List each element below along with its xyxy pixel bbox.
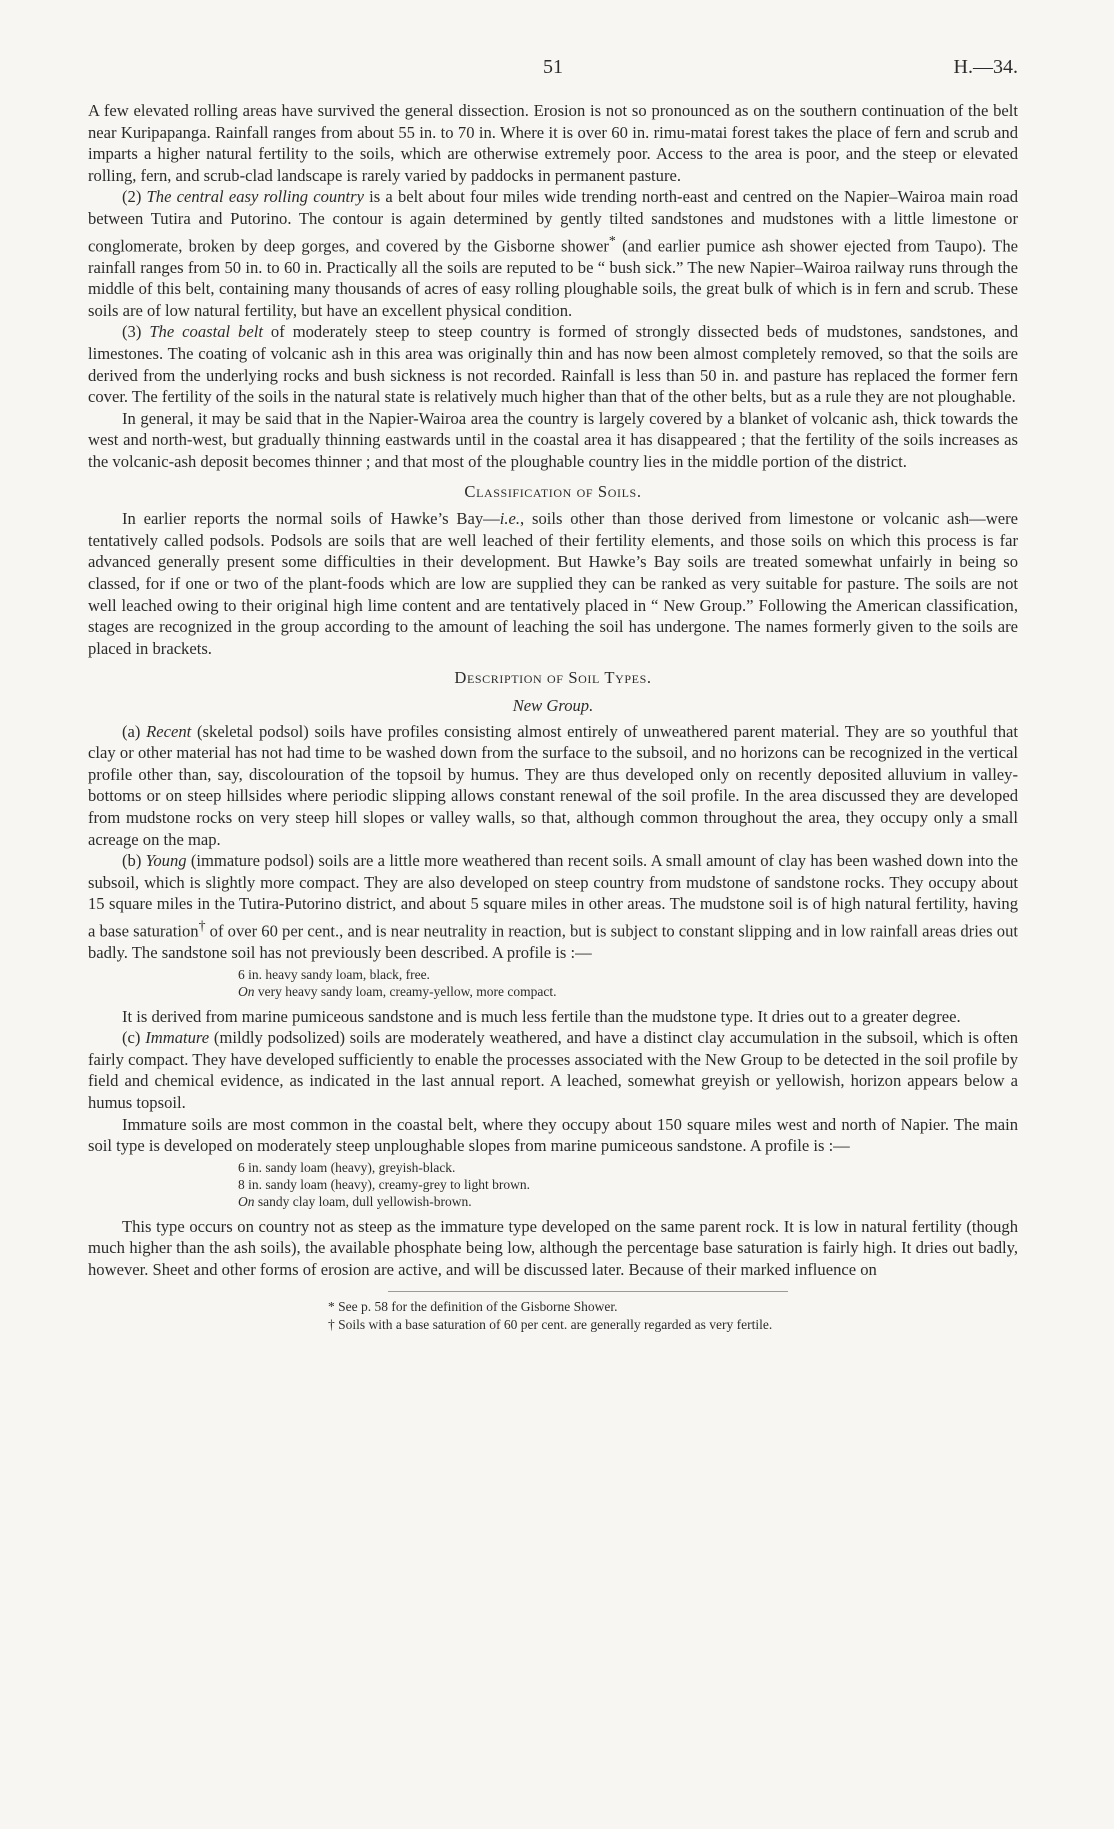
body-text xyxy=(88,100,1018,1334)
subheading-new-group: New Group. xyxy=(512,695,594,715)
italic-term: The coastal belt xyxy=(149,322,263,342)
paragraph-recent: (a) Recent (skeletal podsol) soils have profiles consisting almost entirely of unweathered parent material. They are so youthful that clay or other material has not had time to be washed down from the surface to the subsoil, and no horizons can be recognized in the vertical profile other than, say, discolouration of the topsoil by humus. They are thus developed only on recently deposited alluvium in valley-bottoms or on steep hillsides where periodic slipping allows constant renewal of the soil profile. In the area discussed they are developed from mudstone rocks on very steep hill slopes or valley walls, so that, although common throughout the area, they occupy only a small acreage on the map. xyxy=(88,721,1018,849)
paragraph-general: In general, it may be said that in the Napier-Wairoa area the country is largely covered by a blanket of volcanic ash, thick towards the west and north-west, but gradually thinning eastwards until in the coastal area it has disappeared ; that the fertility of the soils increases as the volcanic-ash deposit becomes thinner ; and that most of the ploughable country lies in the middle portion of the district. xyxy=(88,408,1018,472)
soil-profile-young xyxy=(238,966,1018,1000)
italic-term: Recent xyxy=(146,721,192,741)
document-page xyxy=(88,56,1018,1816)
document-reference: H.—34. xyxy=(953,56,1018,78)
italic-term: The central easy rolling country xyxy=(146,187,364,207)
paragraph-classification: In earlier reports the normal soils of Hawke’s Bay—i.e., soils other than those derived from limestone or volcanic ash—were tentatively called podsols. Podsols are soils that are well leached of their fertility elements, and those soils on which this process is far advanced generally present some difficulties in their development. But Hawke’s Bay soils are treated somewhat unfairly in being so classed, for if one or two of the plant-foods which are low are supplied they can be ranked as very suitable for pasture. The soils are not well leached owing to their original high lime content and are tentatively placed in “ New Group.” Following the American classification, stages are recognized in the group according to the amount of leaching the soil has undergone. The names formerly given to the soils are placed in brackets. xyxy=(88,509,1018,658)
paragraph-closing: This type occurs on country not as steep as the immature type developed on the same parent rock. It is low in natural fertility (though much higher than the ash soils), the available phosphate being low, although the percentage base saturation is fairly high. It dries out badly, however. Sheet and other forms of erosion are active, and will be discussed later. Because of their marked influence on xyxy=(88,1216,1018,1279)
paragraph-elevated-areas: A few elevated rolling areas have survived the general dissection. Erosion is not so pronounced as on the southern continuation of the belt near Kuripapanga. Rainfall ranges from about 55 in. to 70 in. Where it is over 60 in. rimu-matai forest takes the place of fern and scrub and imparts a higher natural fertility to the soils, which are otherwise extremely poor. Access to the area is poor, and the steep or elevated rolling, fern, and scrub-clad landscape is rarely varied by paddocks in permanent pasture. xyxy=(88,101,1018,185)
section-heading-classification: Classification of Soils. xyxy=(464,481,642,501)
profile-line: On very heavy sandy loam, creamy-yellow, more compact. xyxy=(238,983,557,999)
paragraph-immature-common: Immature soils are most common in the coastal belt, where they occupy about 150 square miles west and north of Napier. The main soil type is developed on moderately steep unploughable slopes from marine pumiceous sandstone. A profile is :— xyxy=(88,1114,1018,1156)
section-heading-description: Description of Soil Types. xyxy=(454,668,652,688)
italic-term: Young xyxy=(145,851,187,871)
soil-profile-immature xyxy=(238,1159,1018,1210)
paragraph-central-belt: (2) The central easy rolling country is a belt about four miles wide trending north-east and centred on the Napier–Wairoa main road between Tutira and Putorino. The contour is again determined by gently tilted sandstones and mudstones with a little limestone or conglomerate, broken by deep gorges, and covered by the Gisborne shower* (and earlier pumice ash shower ejected from Taupo). The rainfall ranges from 50 in. to 60 in. Practically all the soils are reputed to be “ bush sick.” The new Napier–Wairoa railway runs through the middle of this belt, containing many thousands of acres of easy rolling ploughable soils, the great bulk of which is in fern and scrub. These soils are of low natural fertility, but have an excellent physical condition. xyxy=(88,187,1018,320)
footnotes xyxy=(328,1291,788,1334)
profile-line: 8 in. sandy loam (heavy), creamy-grey to light brown. xyxy=(238,1176,531,1192)
page-number: 51 xyxy=(543,56,563,78)
footnote-marker: * xyxy=(608,232,616,248)
profile-line: On sandy clay loam, dull yellowish-brown. xyxy=(238,1193,472,1209)
profile-line: 6 in. heavy sandy loam, black, free. xyxy=(238,966,430,982)
italic-term: Immature xyxy=(145,1028,210,1048)
page-header xyxy=(88,56,1018,82)
paragraph-immature: (c) Immature (mildly podsolized) soils are moderately weathered, and have a distinct clay accumulation in the subsoil, which is often fairly compact. They have developed sufficiently to enable the processes associated with the New Group to be detected in the soil profile by field and chemical evidence, as indicated in the last annual report. A leached, somewhat greyish or yellowish, horizon appears below a humus topsoil. xyxy=(88,1028,1018,1112)
paragraph-young-derived: It is derived from marine pumiceous sandstone and is much less fertile than the mudstone type. It dries out to a greater degree. xyxy=(122,1006,961,1026)
paragraph-coastal-belt: (3) The coastal belt of moderately steep to steep country is formed of strongly dissected beds of mudstones, sandstones, and limestones. The coating of volcanic ash in this area was originally thin and has now been almost completely removed, so that the soils are derived from the underlying rocks and bush sickness is not recorded. Rainfall is less than 50 in. and pasture has replaced the former fern cover. The fertility of the soils in the natural state is relatively much higher than that of the other belts, but as a rule they are not ploughable. xyxy=(88,322,1018,407)
footnote: * See p. 58 for the definition of the Gisborne Shower. xyxy=(328,1298,618,1314)
footnote: † Soils with a base saturation of 60 per cent. are generally regarded as very fertile. xyxy=(328,1316,773,1332)
footnote-marker: † xyxy=(198,917,206,933)
paragraph-young: (b) Young (immature podsol) soils are a little more weathered than recent soils. A small amount of clay has been washed down into the subsoil, which is slightly more compact. They are also developed on steep country from mudstone of sandstone rocks. They occupy about 15 square miles in the Tutira-Putorino district, and about 5 square miles in other areas. The mudstone soil is of high natural fertility, having a base saturation† of over 60 per cent., and is near neutrality in reaction, but is subject to constant slipping and in low rainfall areas dries out badly. The sandstone soil has not previously been described. A profile is :— xyxy=(88,851,1018,963)
profile-line: 6 in. sandy loam (heavy), greyish-black. xyxy=(238,1159,456,1175)
